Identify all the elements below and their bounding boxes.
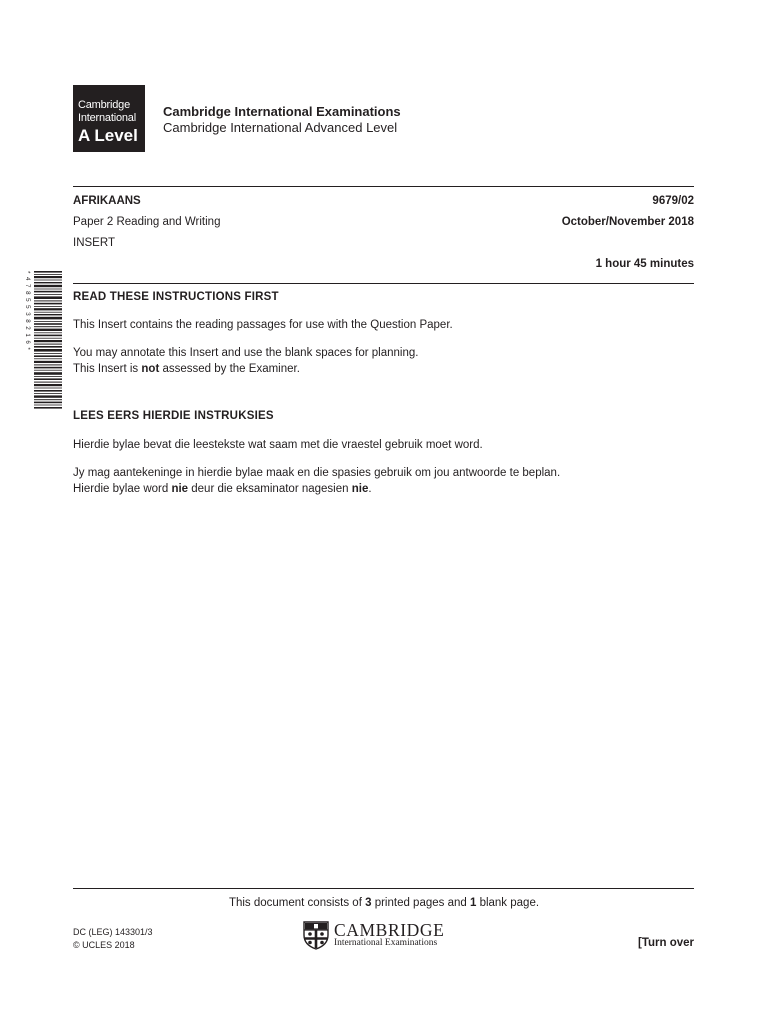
crest-icon bbox=[303, 921, 329, 950]
logo-line-cambridge: Cambridge bbox=[78, 99, 131, 111]
instructions-en-line-assessed bbox=[73, 362, 418, 378]
reference-code: DC (LEG) 143301/3 bbox=[73, 927, 153, 937]
emphasis-nie: nie bbox=[351, 482, 369, 495]
document-type: INSERT bbox=[73, 237, 115, 249]
turn-over-note: [Turn over bbox=[637, 937, 694, 949]
instructions-af-line-assessed bbox=[73, 482, 560, 498]
details-divider bbox=[73, 283, 694, 284]
barcode-digits-text: *4785538216* bbox=[24, 271, 31, 354]
footer-divider bbox=[73, 888, 694, 889]
cambridge-wordmark-subtitle: International Examinations bbox=[334, 938, 438, 948]
logo-line-international: International bbox=[78, 112, 136, 124]
exam-duration: 1 hour 45 minutes bbox=[595, 258, 694, 270]
instructions-en-paragraph-2 bbox=[73, 346, 418, 377]
syllabus-code: 9679/02 bbox=[652, 195, 694, 207]
cambridge-wordmark: CAMBRIDGE bbox=[334, 920, 445, 940]
text-run: printed pages and bbox=[371, 897, 470, 909]
barcode-number bbox=[24, 271, 32, 410]
instructions-af-line-annotate: Jy mag aantekeninge in hierdie bylae maak en die spasies gebruik om jou antwoorde te beplan. bbox=[73, 467, 561, 479]
top-divider bbox=[73, 186, 694, 187]
barcode-image bbox=[34, 271, 62, 410]
emphasis-nie: nie bbox=[171, 482, 189, 495]
printed-pages-count: 3 bbox=[365, 897, 372, 909]
paper-title: Paper 2 Reading and Writing bbox=[73, 216, 221, 228]
instructions-en-paragraph-1: This Insert contains the reading passages for use with the Question Paper. bbox=[73, 319, 453, 331]
instructions-en-line-annotate: You may annotate this Insert and use the blank spaces for planning. bbox=[73, 347, 419, 359]
instructions-heading-af: LEES EERS HIERDIE INSTRUKSIES bbox=[73, 410, 274, 422]
a-level-logo bbox=[73, 85, 145, 152]
text-run: blank page. bbox=[476, 897, 540, 909]
copyright-notice: © UCLES 2018 bbox=[73, 940, 135, 950]
subject-name: AFRIKAANS bbox=[73, 195, 141, 207]
text-run: assessed by the Examiner. bbox=[159, 362, 300, 375]
instructions-af-paragraph-2 bbox=[73, 466, 560, 497]
blank-pages-count: 1 bbox=[469, 897, 477, 909]
text-run: This document consists of bbox=[228, 897, 366, 909]
instructions-heading-en: READ THESE INSTRUCTIONS FIRST bbox=[73, 291, 279, 303]
exam-board-title: Cambridge International Examinations bbox=[163, 104, 401, 119]
text-run: Hierdie bylae word bbox=[73, 482, 172, 495]
text-run: deur die eksaminator nagesien bbox=[188, 482, 352, 495]
logo-line-a-level: A Level bbox=[78, 126, 138, 145]
exam-level-subtitle: Cambridge International Advanced Level bbox=[163, 120, 398, 135]
emphasis-not: not bbox=[141, 362, 160, 375]
instructions-af-paragraph-1: Hierdie bylae bevat die leestekste wat saam met die vraestel gebruik moet word. bbox=[73, 439, 483, 451]
text-run: This Insert is bbox=[73, 362, 142, 375]
cambridge-footer-logo bbox=[303, 920, 463, 952]
document-reference bbox=[73, 926, 153, 952]
page-count-note bbox=[0, 897, 768, 909]
text-run: . bbox=[368, 482, 372, 495]
exam-session: October/November 2018 bbox=[561, 216, 694, 228]
